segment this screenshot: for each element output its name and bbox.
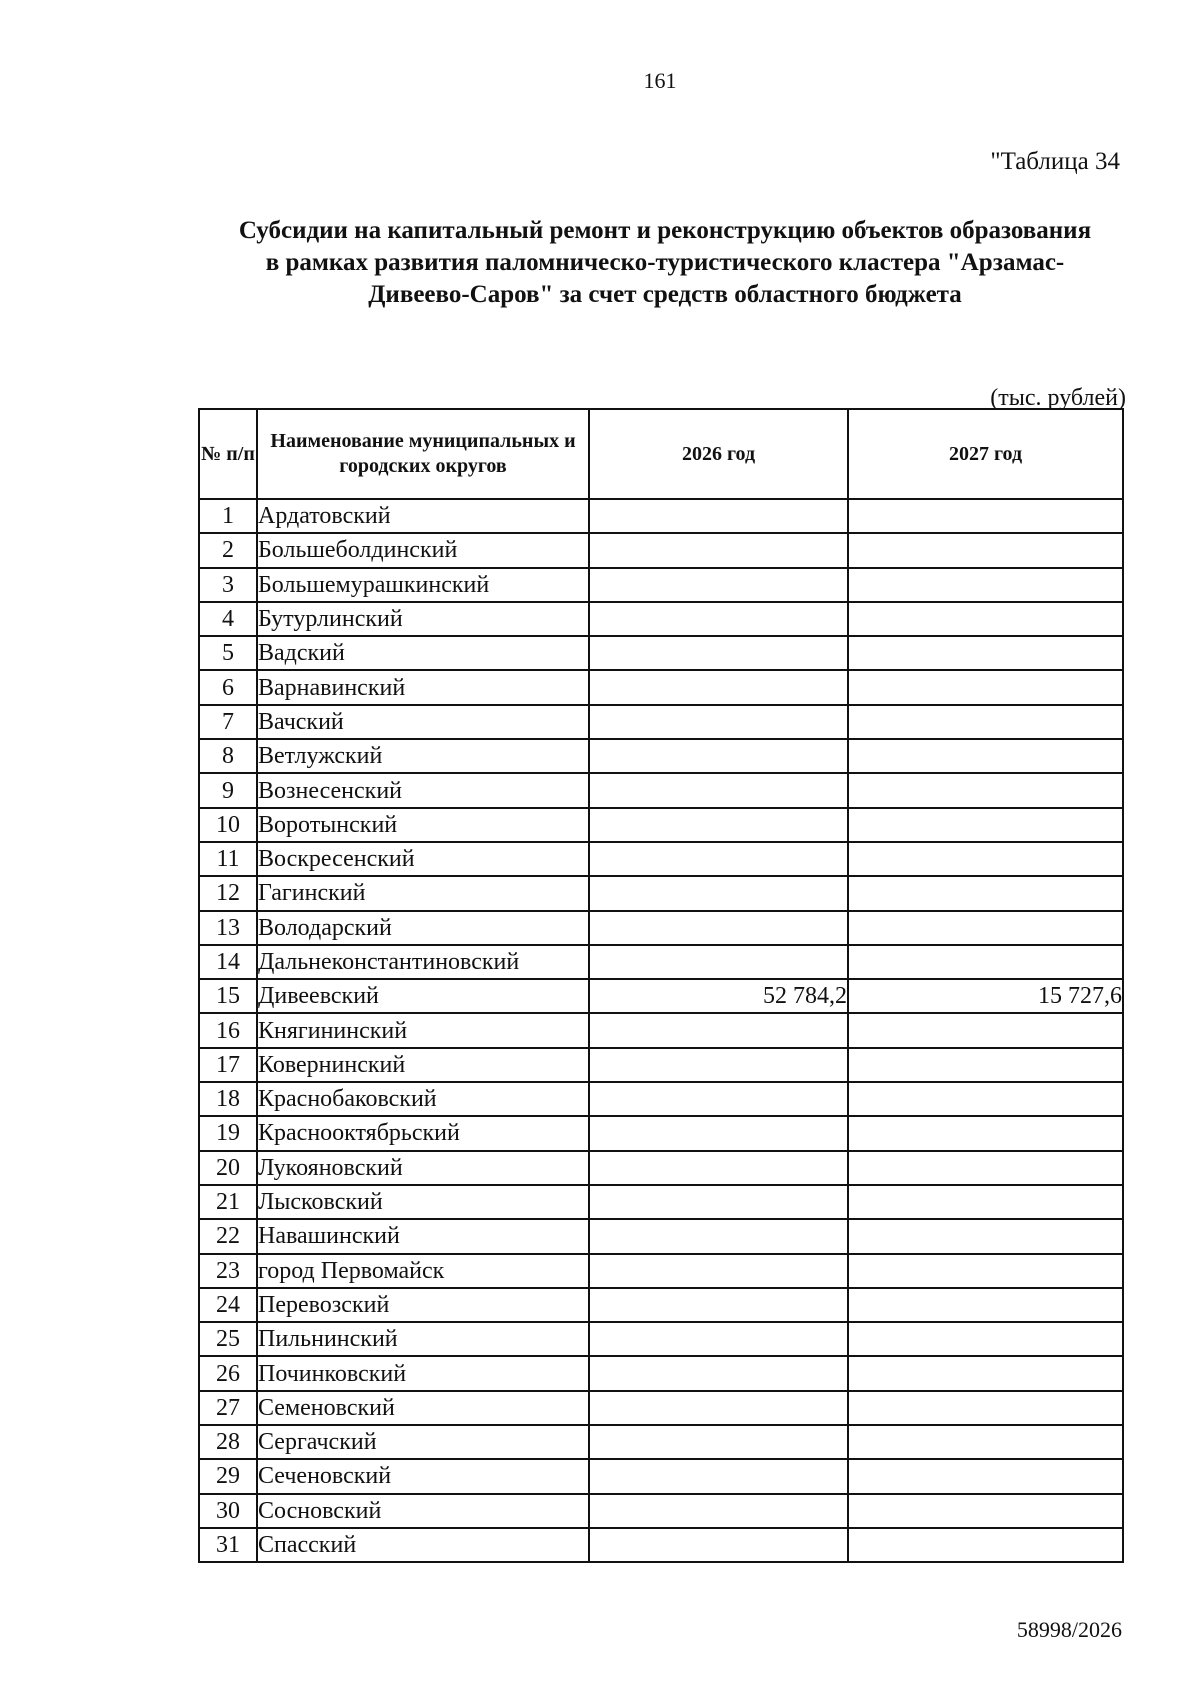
row-district-name: Вачский (257, 705, 589, 739)
table-row (199, 670, 1123, 704)
row-number: 11 (199, 842, 257, 876)
row-district-name: Спасский (257, 1528, 589, 1562)
table-row (199, 1048, 1123, 1082)
subsidies-table (198, 408, 1124, 1563)
table-row (199, 1322, 1123, 1356)
table-row (199, 568, 1123, 602)
page-number: 161 (643, 68, 677, 93)
row-value-2027: 15 727,6 (848, 979, 1123, 1013)
document-title: Субсидии на капитальный ремонт и реконструкцию объектов образования в рамках развития паломническо-туристического кластера "Арзамас-Дивеево-Саров" за счет средств областного бюджета (238, 217, 1092, 308)
table-row (199, 1185, 1123, 1219)
header-2026: 2026 год (589, 409, 848, 499)
row-value-2026 (589, 773, 848, 807)
row-district-name: Сергачский (257, 1425, 589, 1459)
row-number: 6 (199, 670, 257, 704)
row-value-2026 (589, 1048, 848, 1082)
row-district-name: Краснооктябрьский (257, 1116, 589, 1150)
table-row (199, 842, 1123, 876)
table-row (199, 773, 1123, 807)
row-district-name: Вадский (257, 636, 589, 670)
row-number: 24 (199, 1288, 257, 1322)
table-row (199, 636, 1123, 670)
row-number: 7 (199, 705, 257, 739)
row-value-2026 (589, 911, 848, 945)
row-number: 23 (199, 1254, 257, 1288)
row-value-2027 (848, 1013, 1123, 1047)
table-row (199, 1425, 1123, 1459)
row-value-2026 (589, 1254, 848, 1288)
row-value-2027 (848, 739, 1123, 773)
row-number: 21 (199, 1185, 257, 1219)
row-number: 3 (199, 568, 257, 602)
row-value-2027 (848, 1082, 1123, 1116)
row-district-name: Воротынский (257, 808, 589, 842)
row-value-2027 (848, 1494, 1123, 1528)
table-row (199, 602, 1123, 636)
table-row (199, 1219, 1123, 1253)
row-value-2026 (589, 1013, 848, 1047)
row-value-2026 (589, 1151, 848, 1185)
row-value-2027 (848, 1356, 1123, 1390)
row-value-2027 (848, 1288, 1123, 1322)
table-row (199, 1528, 1123, 1562)
row-value-2027 (848, 876, 1123, 910)
row-district-name: Сосновский (257, 1494, 589, 1528)
row-number: 19 (199, 1116, 257, 1150)
row-value-2026 (589, 1391, 848, 1425)
table-caption: "Таблица 34 (990, 148, 1120, 175)
row-value-2026 (589, 1425, 848, 1459)
row-value-2027 (848, 568, 1123, 602)
row-value-2027 (848, 705, 1123, 739)
row-value-2026 (589, 1219, 848, 1253)
row-district-name: Княгининский (257, 1013, 589, 1047)
row-district-name: Навашинский (257, 1219, 589, 1253)
table-row (199, 1013, 1123, 1047)
row-district-name: Пильнинский (257, 1322, 589, 1356)
row-number: 9 (199, 773, 257, 807)
table-row (199, 1391, 1123, 1425)
row-number: 2 (199, 533, 257, 567)
row-district-name: Сеченовский (257, 1459, 589, 1493)
row-district-name: Дивеевский (257, 979, 589, 1013)
table-row (199, 911, 1123, 945)
row-district-name: Ковернинский (257, 1048, 589, 1082)
row-value-2026: 52 784,2 (589, 979, 848, 1013)
row-district-name: Большемурашкинский (257, 568, 589, 602)
row-district-name: Починковский (257, 1356, 589, 1390)
row-number: 10 (199, 808, 257, 842)
row-value-2026 (589, 1356, 848, 1390)
row-value-2027 (848, 1528, 1123, 1562)
row-value-2026 (589, 1082, 848, 1116)
row-district-name: Семеновский (257, 1391, 589, 1425)
row-district-name: Ветлужский (257, 739, 589, 773)
table-row (199, 1254, 1123, 1288)
document-number: 58998/2026 (1016, 1617, 1122, 1642)
row-value-2026 (589, 1288, 848, 1322)
units-label: (тыс. рублей) (990, 385, 1126, 411)
row-value-2027 (848, 1151, 1123, 1185)
row-district-name: Бутурлинский (257, 602, 589, 636)
row-number: 17 (199, 1048, 257, 1082)
row-district-name: Гагинский (257, 876, 589, 910)
row-district-name: Воскресенский (257, 842, 589, 876)
row-value-2026 (589, 842, 848, 876)
row-number: 22 (199, 1219, 257, 1253)
row-district-name: Володарский (257, 911, 589, 945)
table-row (199, 876, 1123, 910)
table-row (199, 1356, 1123, 1390)
row-value-2026 (589, 1185, 848, 1219)
row-number: 18 (199, 1082, 257, 1116)
table-row (199, 1494, 1123, 1528)
row-value-2027 (848, 1116, 1123, 1150)
row-number: 13 (199, 911, 257, 945)
table-row (199, 1116, 1123, 1150)
row-district-name: Перевозский (257, 1288, 589, 1322)
row-value-2026 (589, 1528, 848, 1562)
row-district-name: Дальнеконстантиновский (257, 945, 589, 979)
row-value-2027 (848, 670, 1123, 704)
row-value-2027 (848, 911, 1123, 945)
table-row (199, 1459, 1123, 1493)
row-value-2026 (589, 533, 848, 567)
row-number: 30 (199, 1494, 257, 1528)
header-number: № п/п (199, 409, 257, 499)
table-row (199, 533, 1123, 567)
row-number: 26 (199, 1356, 257, 1390)
row-value-2027 (848, 1459, 1123, 1493)
table-row (199, 945, 1123, 979)
row-number: 31 (199, 1528, 257, 1562)
row-number: 20 (199, 1151, 257, 1185)
table-row (199, 739, 1123, 773)
table-row (199, 705, 1123, 739)
row-value-2026 (589, 739, 848, 773)
table-row (199, 1082, 1123, 1116)
row-value-2027 (848, 1219, 1123, 1253)
row-district-name: Краснобаковский (257, 1082, 589, 1116)
row-value-2026 (589, 808, 848, 842)
row-number: 5 (199, 636, 257, 670)
table-row (199, 1151, 1123, 1185)
row-district-name: Ардатовский (257, 499, 589, 533)
row-value-2027 (848, 808, 1123, 842)
row-value-2026 (589, 670, 848, 704)
row-value-2027 (848, 602, 1123, 636)
row-number: 15 (199, 979, 257, 1013)
row-value-2027 (848, 945, 1123, 979)
row-value-2026 (589, 876, 848, 910)
table-row (199, 808, 1123, 842)
row-value-2026 (589, 1322, 848, 1356)
table-header-row (199, 409, 1123, 499)
header-name: Наименование муниципальных и городских округов (257, 409, 589, 499)
header-2027: 2027 год (848, 409, 1123, 499)
row-value-2027 (848, 636, 1123, 670)
table-row (199, 979, 1123, 1013)
row-value-2027 (848, 1185, 1123, 1219)
row-number: 25 (199, 1322, 257, 1356)
row-value-2027 (848, 842, 1123, 876)
row-value-2027 (848, 1322, 1123, 1356)
row-number: 16 (199, 1013, 257, 1047)
row-value-2027 (848, 773, 1123, 807)
table-row (199, 499, 1123, 533)
row-value-2027 (848, 1048, 1123, 1082)
row-value-2026 (589, 602, 848, 636)
row-district-name: Лукояновский (257, 1151, 589, 1185)
row-value-2026 (589, 945, 848, 979)
row-district-name: Варнавинский (257, 670, 589, 704)
row-district-name: город Первомайск (257, 1254, 589, 1288)
row-value-2026 (589, 705, 848, 739)
row-value-2027 (848, 1425, 1123, 1459)
row-district-name: Большеболдинский (257, 533, 589, 567)
row-value-2027 (848, 1391, 1123, 1425)
row-district-name: Вознесенский (257, 773, 589, 807)
row-number: 14 (199, 945, 257, 979)
row-district-name: Лысковский (257, 1185, 589, 1219)
row-value-2026 (589, 568, 848, 602)
row-number: 1 (199, 499, 257, 533)
row-value-2027 (848, 1254, 1123, 1288)
row-value-2026 (589, 1459, 848, 1493)
row-value-2026 (589, 1494, 848, 1528)
row-value-2026 (589, 499, 848, 533)
row-value-2026 (589, 636, 848, 670)
row-value-2026 (589, 1116, 848, 1150)
table-row (199, 1288, 1123, 1322)
row-number: 12 (199, 876, 257, 910)
row-number: 27 (199, 1391, 257, 1425)
row-number: 8 (199, 739, 257, 773)
row-number: 28 (199, 1425, 257, 1459)
row-value-2027 (848, 533, 1123, 567)
row-value-2027 (848, 499, 1123, 533)
row-number: 29 (199, 1459, 257, 1493)
row-number: 4 (199, 602, 257, 636)
